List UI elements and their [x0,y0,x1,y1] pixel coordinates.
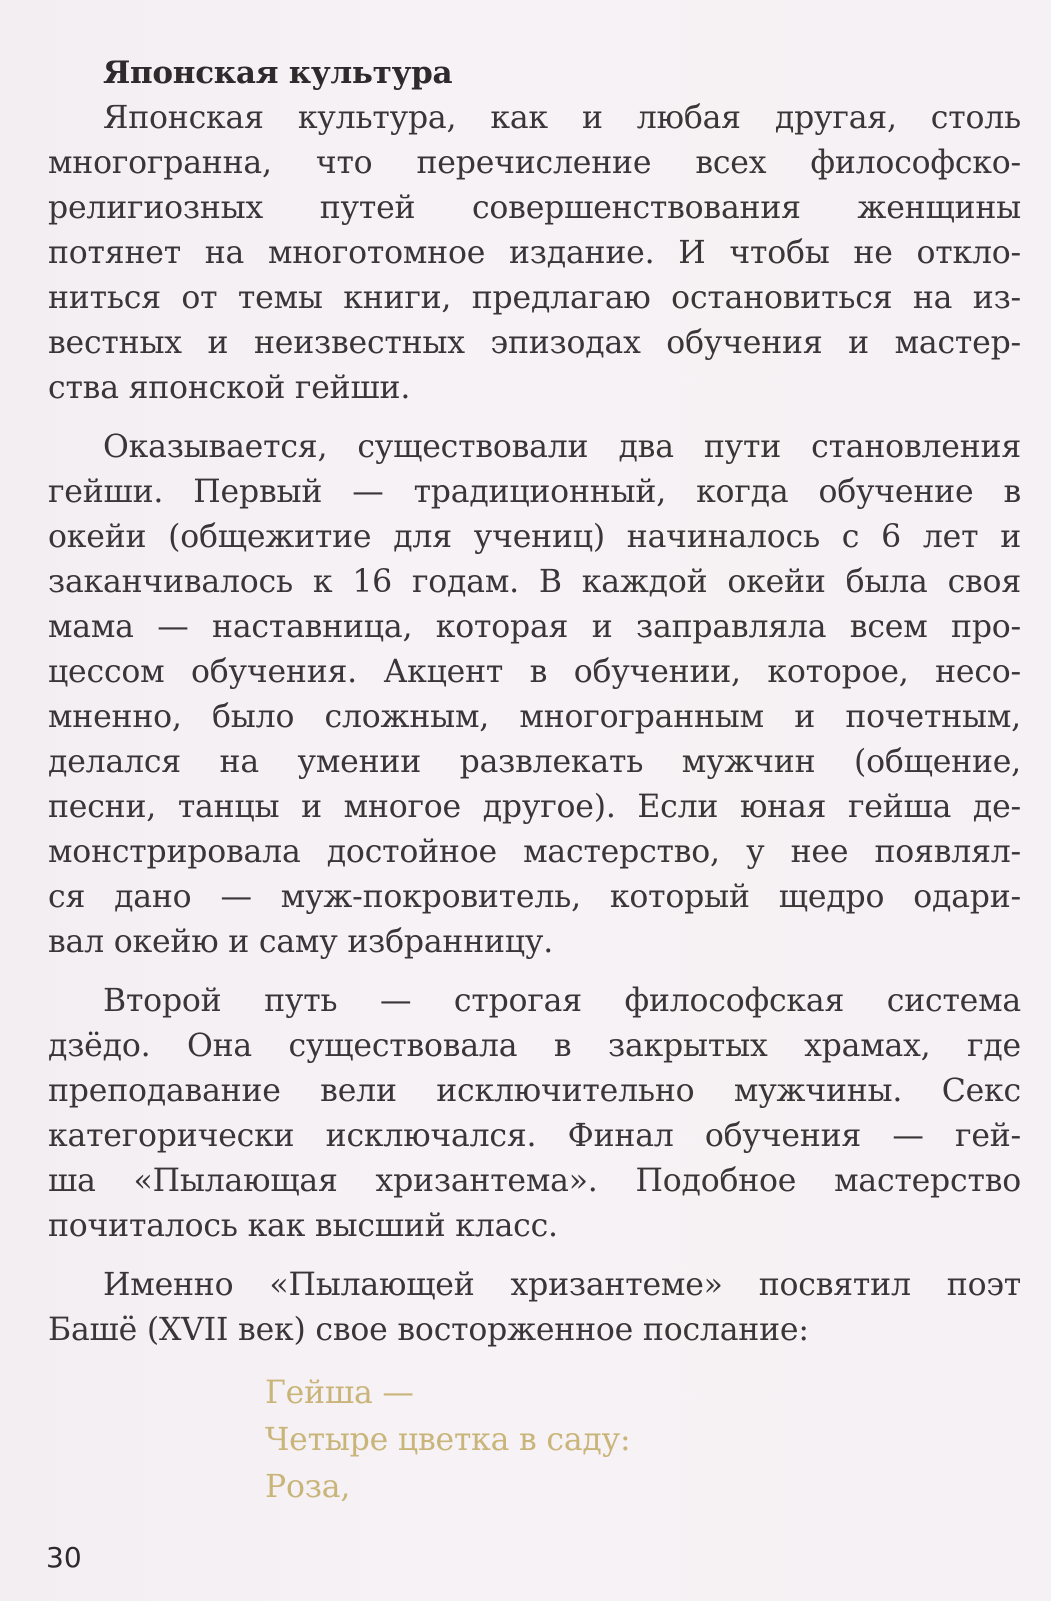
text-line: ся дано — муж-покровитель, который щедро одари- [48,879,1021,915]
text-line: ша «Пылающая хризантема». Подобное мастерство [48,1163,1021,1199]
text-line: преподавание вели исключительно мужчины. Секс [48,1073,1021,1109]
text-line: ства японской гейши. [48,370,411,406]
text-line: песни, танцы и многое другое). Если юная гейша де- [48,789,1021,825]
section-heading: Японская культура [103,55,453,91]
text-line: мама — наставница, которая и заправляла всем про- [48,609,1021,645]
paragraph [48,96,1021,411]
text-line: вестных и неизвестных эпизодах обучения и мастер- [48,325,1021,361]
text-line: дзёдо. Она существовала в закрытых храмах, где [48,1028,1021,1064]
text-line: гейши. Первый — традиционный, когда обучение в [48,474,1021,510]
text-line: Оказывается, существовали два пути становления [103,429,1021,465]
text-line: цессом обучения. Акцент в обучении, которое, несо- [48,654,1021,690]
poem-line: Роза, [265,1469,351,1505]
poem-line: Гейша — [265,1375,414,1411]
text-line: Башё (XVII век) свое восторженное послание: [48,1312,809,1348]
text-line: потянет на многотомное издание. И чтобы не откло- [48,235,1021,271]
paragraph [48,1263,1021,1353]
text-line: мненно, было сложным, многогранным и почетным, [48,699,1021,735]
paragraph [48,425,1021,965]
text-line: религиозных путей совершенствования женщины [48,190,1021,226]
text-line: вал окейю и саму избранницу. [48,924,554,960]
text-line: Второй путь — строгая философская система [103,983,1021,1019]
page-number: 30 [46,1541,82,1574]
text-line: окейи (общежитие для учениц) начиналось с 6 лет и [48,519,1021,555]
text-line: почиталось как высший класс. [48,1208,558,1244]
text-line: Именно «Пылающей хризантеме» посвятил поэт [103,1267,1021,1303]
text-line: заканчивалось к 16 годам. В каждой окейи была своя [48,564,1021,600]
poem [265,1370,630,1511]
body-text [48,96,1021,1367]
text-line: Японская культура, как и любая другая, столь [103,100,1021,136]
text-line: монстрировала достойное мастерство, у нее появлял- [48,834,1021,870]
text-line: категорически исключался. Финал обучения — гей- [48,1118,1021,1154]
poem-line: Четыре цветка в саду: [265,1422,631,1458]
text-line: ниться от темы книги, предлагаю остановиться на из- [48,280,1021,316]
text-line: делался на умении развлекать мужчин (общение, [48,744,1021,780]
paragraph [48,979,1021,1249]
text-line: многогранна, что перечисление всех философско- [48,145,1021,181]
